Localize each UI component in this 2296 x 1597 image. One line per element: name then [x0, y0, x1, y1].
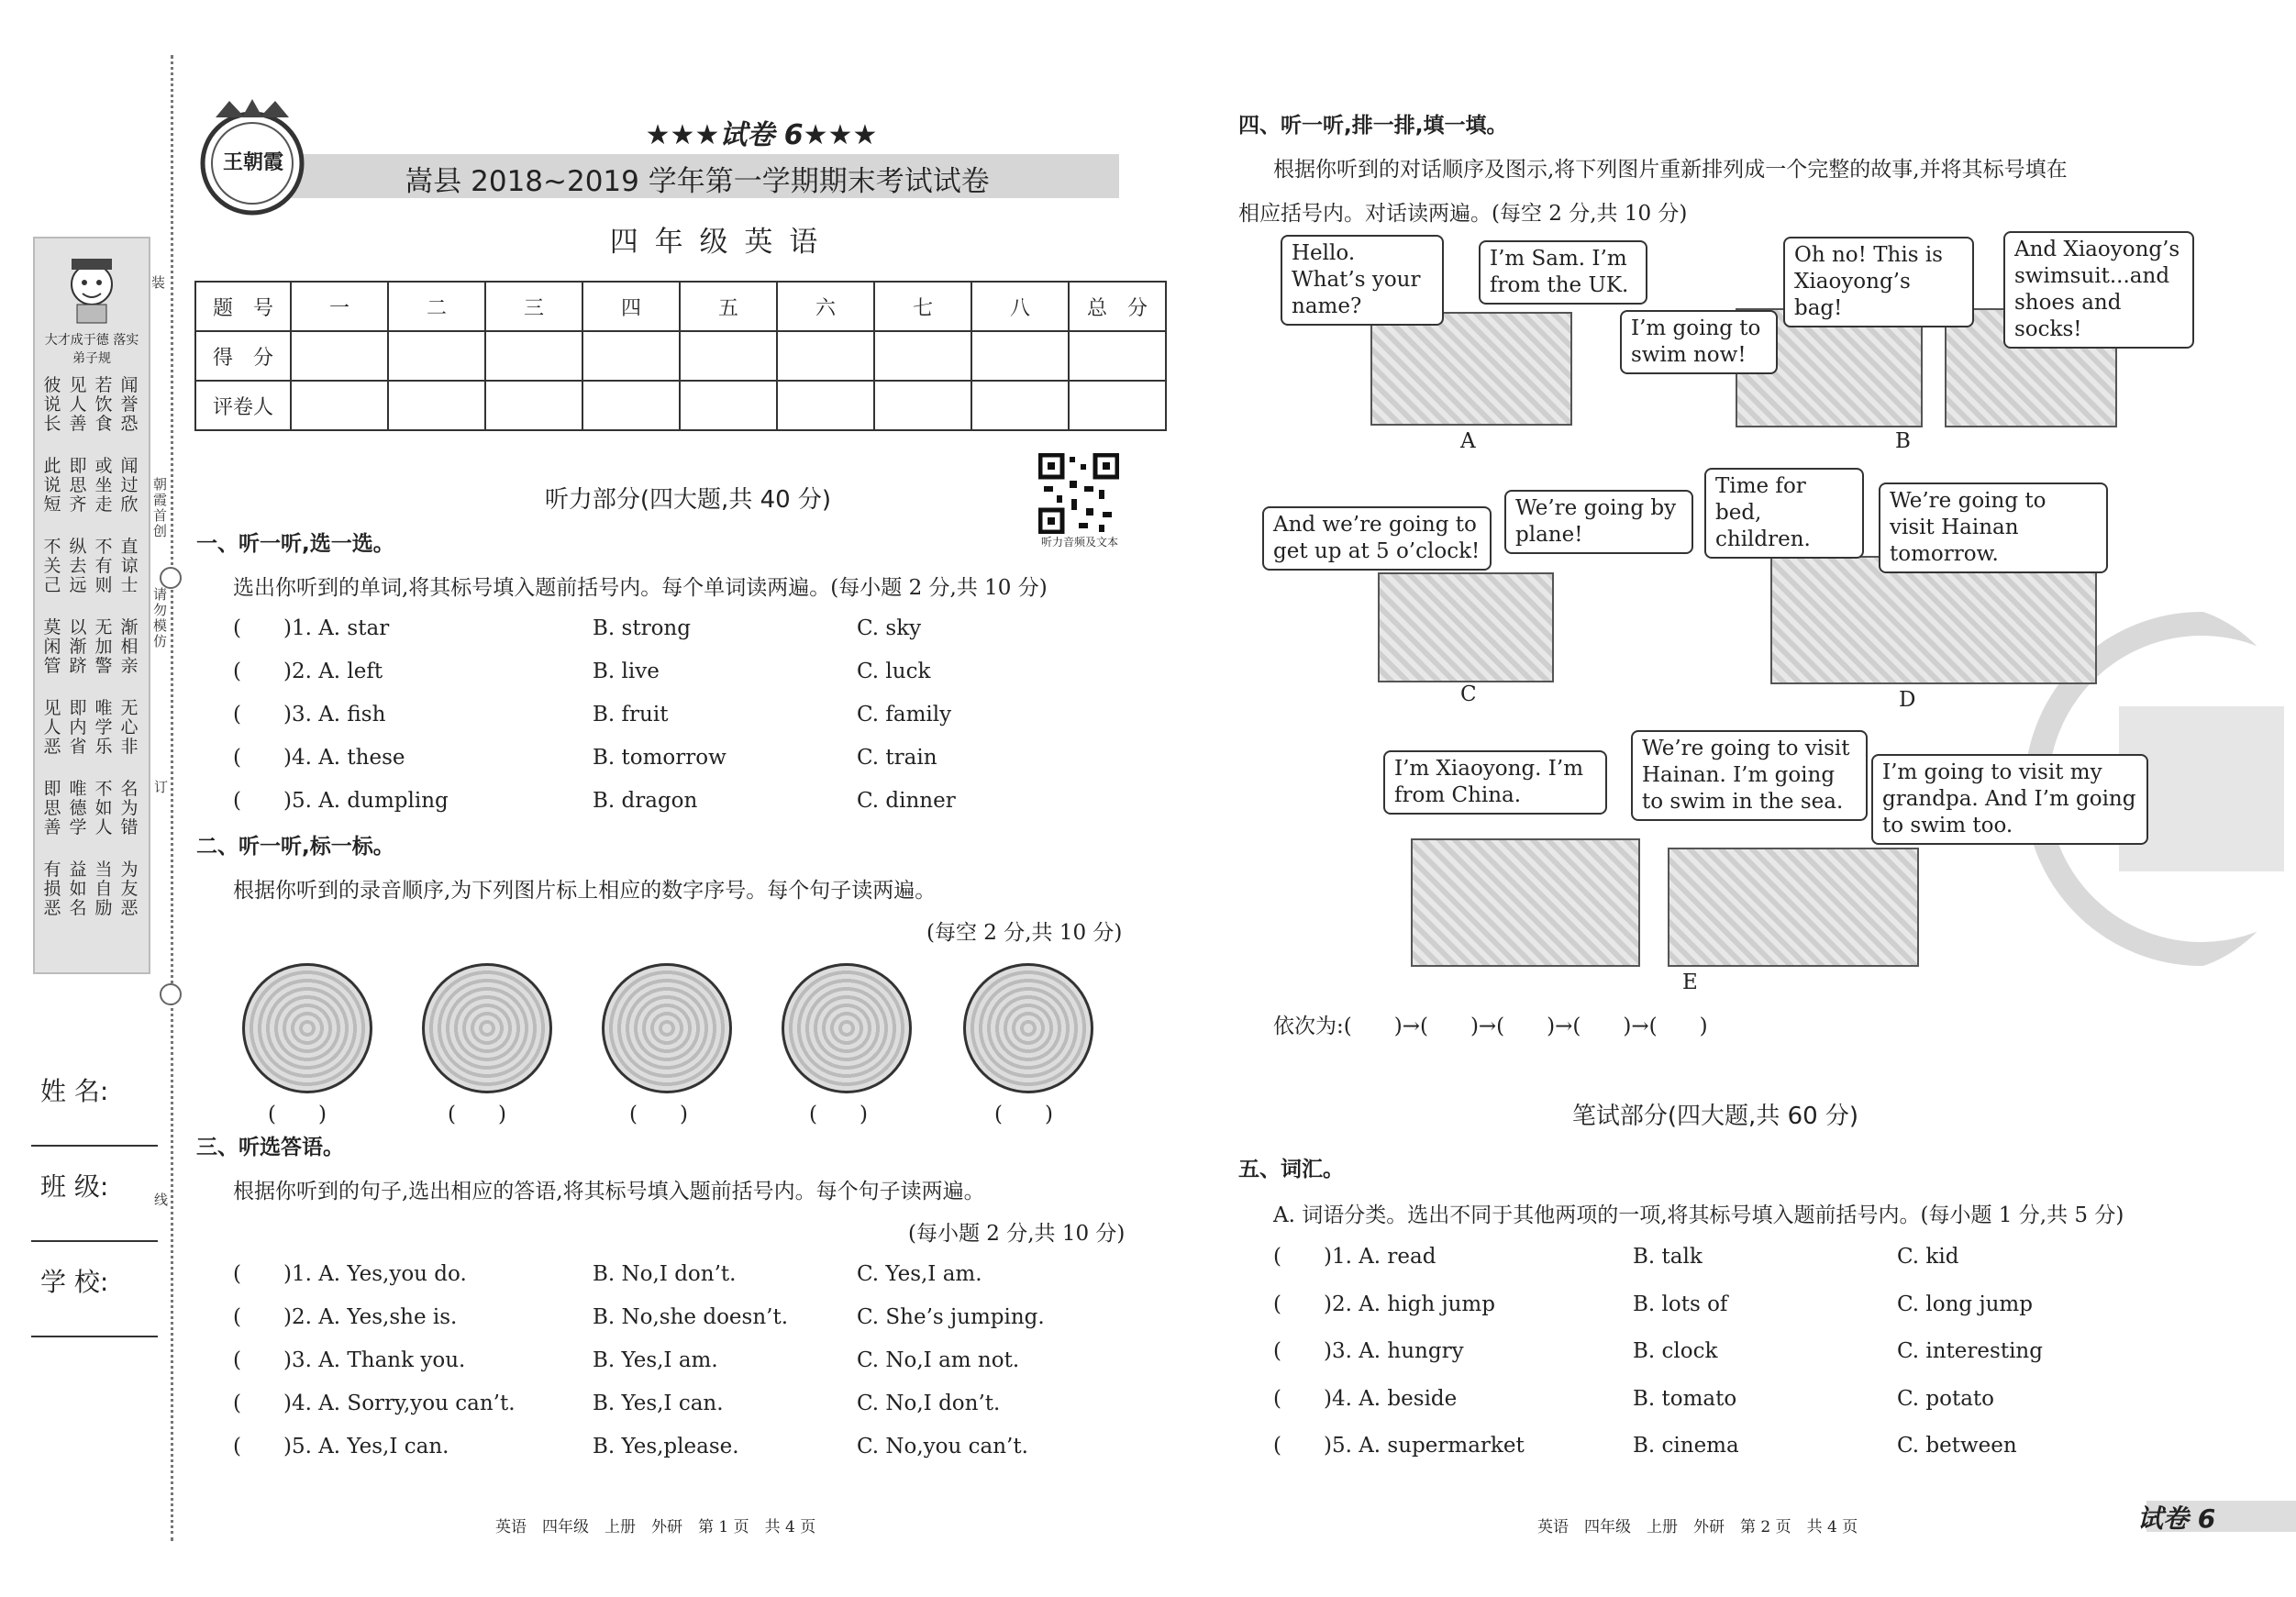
grader-input-cell[interactable] — [582, 381, 680, 430]
comic-panel-c — [1378, 572, 1554, 682]
question-option-c: C. interesting — [1897, 1339, 2043, 1363]
section3-title: 三、听选答语。 — [196, 1136, 344, 1159]
panel-label: E — [1682, 970, 1698, 994]
picture-3 — [602, 963, 732, 1093]
motto-column: 闻过欣 — [120, 456, 139, 515]
question-option-b: B. cinema — [1633, 1434, 1739, 1458]
speech-bubble: Oh no! This is Xiaoyong’s bag! — [1783, 237, 1974, 327]
panel-label: D — [1899, 688, 1916, 712]
scholar-illustration — [55, 251, 128, 325]
question-option-a[interactable]: ( )2. A. high jump — [1273, 1292, 1495, 1316]
grader-input-cell[interactable] — [777, 381, 874, 430]
question-option-b: B. No,I don’t. — [593, 1262, 737, 1286]
section5-title: 五、词汇。 — [1238, 1158, 1344, 1181]
motto-column: 即思善 — [43, 779, 61, 837]
brand-logo-text: 王朝霞 — [222, 150, 283, 174]
right-footer: 英语 四年级 上册 外研 第 2 页 共 4 页 — [1537, 1518, 1858, 1536]
name-label: 姓 名: — [40, 1076, 109, 1106]
speech-bubble: I’m going to swim now! — [1620, 310, 1778, 374]
question-option-a[interactable]: ( )1. A. Yes,you do. — [233, 1262, 467, 1286]
question-option-c: C. potato — [1897, 1386, 1995, 1411]
score-input-cell[interactable] — [777, 331, 874, 381]
motto-column: 为友恶 — [120, 859, 139, 918]
motto-column: 唯学乐 — [94, 698, 113, 757]
question-option-a[interactable]: ( )5. A. supermarket — [1273, 1434, 1525, 1458]
question-option-a[interactable]: ( )5. A. dumpling — [233, 789, 449, 813]
score-input-cell[interactable] — [680, 331, 777, 381]
score-input-cell[interactable] — [582, 331, 680, 381]
question-option-b: B. tomorrow — [593, 746, 727, 770]
picture-5 — [963, 963, 1093, 1093]
score-cell: 三 — [485, 282, 582, 331]
motto-column: 益如名 — [69, 859, 87, 918]
score-cell: 六 — [777, 282, 874, 331]
section4-instruction-cont: 相应括号内。对话读两遍。(每空 2 分,共 10 分) — [1238, 202, 1688, 226]
motto-column: 名为错 — [120, 779, 139, 837]
question-option-c: C. Yes,I am. — [857, 1262, 982, 1286]
score-input-cell[interactable] — [388, 331, 485, 381]
binding-strip — [0, 0, 174, 1597]
grader-input-cell[interactable] — [680, 381, 777, 430]
name-field[interactable] — [31, 1145, 158, 1147]
question-option-b: B. Yes,please. — [593, 1435, 739, 1458]
motto-column: 不如人 — [94, 779, 113, 837]
speech-bubble: And we’re going to get up at 5 o’clock! — [1262, 506, 1492, 571]
section2-instruction: 根据你听到的录音顺序,为下列图片标上相应的数字序号。每个句子读两遍。 — [233, 879, 937, 903]
picture-4 — [782, 963, 912, 1093]
paper-number: ★★★试卷 6★★★ — [645, 119, 878, 151]
corner-tag: 试卷 6 — [2137, 1503, 2216, 1534]
picture-1 — [242, 963, 372, 1093]
motto-column: 无心非 — [120, 698, 139, 757]
speech-bubble: I’m Xiaoyong. I’m from China. — [1383, 750, 1607, 815]
grader-input-cell[interactable] — [388, 381, 485, 430]
motto-column: 有损恶 — [43, 859, 61, 918]
question-option-b: B. No,she doesn’t. — [593, 1305, 789, 1329]
speech-bubble: We’re going by plane! — [1504, 490, 1693, 554]
grader-input-cell[interactable] — [971, 381, 1069, 430]
question-option-c: C. between — [1897, 1434, 2017, 1458]
question-option-c: C. family — [857, 703, 952, 726]
score-table-header-row — [195, 282, 1166, 331]
motto-header: 大才成于德 落实弟子规 — [44, 333, 139, 366]
question-option-a[interactable]: ( )4. A. Sorry,you can’t. — [233, 1392, 516, 1415]
question-option-a[interactable]: ( )3. A. hungry — [1273, 1339, 1464, 1363]
question-option-a[interactable]: ( )2. A. Yes,she is. — [233, 1305, 458, 1329]
comic-panel-e-right — [1668, 848, 1919, 967]
score-cell: 题 号 — [195, 282, 291, 331]
motto-column: 莫闲管 — [43, 617, 61, 676]
motto-column: 若饮食 — [94, 375, 113, 434]
score-cell: 八 — [971, 282, 1069, 331]
motto-column: 即内省 — [69, 698, 87, 757]
school-label: 学 校: — [40, 1267, 109, 1297]
motto-column: 无加警 — [94, 617, 113, 676]
motto-column: 以渐跻 — [69, 617, 87, 676]
question-option-c: C. dinner — [857, 789, 956, 813]
motto-text — [40, 376, 143, 963]
picture-answer-blank[interactable]: ( ) — [994, 1103, 1053, 1126]
speech-bubble: Time for bed, children. — [1704, 468, 1864, 559]
cut-line — [171, 55, 173, 1541]
question-option-c: C. luck — [857, 660, 931, 683]
question-option-b: B. talk — [1633, 1245, 1703, 1269]
speech-bubble: I’m Sam. I’m from the UK. — [1479, 240, 1647, 305]
motto-column: 不关己 — [43, 537, 61, 595]
question-option-b: B. live — [593, 660, 660, 683]
class-field[interactable] — [31, 1240, 158, 1242]
binding-note: 订 — [152, 780, 169, 795]
exam-title: 嵩县 2018~2019 学年第一学期期末考试试卷 — [405, 165, 990, 198]
question-option-c: C. kid — [1897, 1245, 1959, 1269]
picture-answer-blank[interactable]: ( ) — [448, 1103, 506, 1126]
question-option-c: C. No,you can’t. — [857, 1435, 1028, 1458]
motto-column: 闻誉恐 — [120, 375, 139, 434]
grader-row — [195, 381, 1166, 430]
score-input-cell[interactable] — [291, 331, 388, 381]
motto-column: 彼说长 — [43, 375, 61, 434]
speech-bubble: Hello. What’s your name? — [1281, 235, 1444, 326]
motto-panel — [33, 237, 150, 974]
motto-column: 或坐走 — [94, 456, 113, 515]
grader-input-cell[interactable] — [485, 381, 582, 430]
speech-bubble: I’m going to visit my grandpa. And I’m going to swim too. — [1871, 754, 2148, 845]
score-cell: 四 — [582, 282, 680, 331]
score-row-label: 评卷人 — [195, 381, 291, 430]
motto-column: 见人恶 — [43, 698, 61, 757]
question-option-b: B. tomato — [1633, 1386, 1737, 1411]
question-option-c: C. No,I don’t. — [857, 1392, 1001, 1415]
question-option-c: C. No,I am not. — [857, 1348, 1020, 1372]
binding-hole-icon — [160, 983, 182, 1005]
score-cell: 二 — [388, 282, 485, 331]
score-cell: 五 — [680, 282, 777, 331]
question-option-b: B. lots of — [1633, 1292, 1728, 1316]
question-option-c: C. long jump — [1897, 1292, 2033, 1316]
question-option-b: B. fruit — [593, 703, 669, 726]
question-option-a[interactable]: ( )1. A. star — [233, 616, 390, 640]
grader-input-cell[interactable] — [1069, 381, 1166, 430]
question-option-b: B. dragon — [593, 789, 698, 813]
motto-column: 当自励 — [94, 859, 113, 918]
question-option-b: B. Yes,I can. — [593, 1392, 724, 1415]
left-footer: 英语 四年级 上册 外研 第 1 页 共 4 页 — [495, 1518, 816, 1536]
class-label: 班 级: — [40, 1171, 109, 1202]
section2-score: (每空 2 分,共 10 分) — [926, 921, 1123, 945]
motto-column: 不有则 — [94, 537, 113, 595]
binding-note: 装 — [150, 275, 166, 291]
score-input-cell[interactable] — [874, 331, 971, 381]
section2-title: 二、听一听,标一标。 — [196, 835, 394, 859]
motto-column: 唯德学 — [69, 779, 87, 837]
panel-label: A — [1460, 429, 1476, 453]
section5-instruction: A. 词语分类。选出不同于其他两项的一项,将其标号填入题前括号内。(每小题 1 分,共 5 分) — [1273, 1203, 2124, 1227]
question-option-a[interactable]: ( )4. A. beside — [1273, 1386, 1458, 1411]
binding-note: 朝霞首创 — [151, 477, 168, 539]
speech-bubble: We’re going to visit Hainan. I’m going to swim in the sea. — [1631, 730, 1868, 821]
speech-bubble: And Xiaoyong’s swimsuit...and shoes and socks! — [2003, 231, 2194, 349]
grader-input-cell[interactable] — [291, 381, 388, 430]
section4-instruction: 根据你听到的对话顺序及图示,将下列图片重新排列成一个完整的故事,并将其标号填在 — [1273, 158, 2068, 182]
binding-note: 请勿模仿 — [151, 587, 168, 649]
score-table — [194, 281, 1167, 431]
question-option-c: C. train — [857, 746, 937, 770]
picture-answer-blank[interactable]: ( ) — [809, 1103, 868, 1126]
score-input-cell[interactable] — [971, 331, 1069, 381]
score-row-label: 得 分 — [195, 331, 291, 381]
binding-note: 线 — [152, 1192, 169, 1208]
question-option-b: B. Yes,I am. — [593, 1348, 718, 1372]
question-option-b: B. strong — [593, 616, 691, 640]
score-cell: 七 — [874, 282, 971, 331]
comic-panel-a — [1370, 312, 1572, 426]
score-input-cell[interactable] — [1069, 331, 1166, 381]
score-input-cell[interactable] — [485, 331, 582, 381]
listening-title: 听力部分(四大题,共 40 分) — [544, 486, 832, 514]
motto-column: 见人善 — [69, 375, 87, 434]
question-option-c: C. She’s jumping. — [857, 1305, 1045, 1329]
question-option-a[interactable]: ( )5. A. Yes,I can. — [233, 1435, 449, 1458]
section3-instruction: 根据你听到的句子,选出相应的答语,将其标号填入题前括号内。每个句子读两遍。 — [233, 1180, 985, 1203]
section1-instruction: 选出你听到的单词,将其标号填入题前括号内。每个单词读两遍。(每小题 2 分,共 10 分) — [233, 576, 1048, 600]
motto-column: 渐相亲 — [120, 617, 139, 676]
score-cell: 一 — [291, 282, 388, 331]
panel-label: B — [1895, 429, 1911, 453]
question-option-a[interactable]: ( )3. A. Thank you. — [233, 1348, 466, 1372]
score-row — [195, 331, 1166, 381]
picture-2 — [422, 963, 552, 1093]
motto-column: 直谅士 — [120, 537, 139, 595]
grader-input-cell[interactable] — [874, 381, 971, 430]
section3-score: (每小题 2 分,共 10 分) — [908, 1222, 1126, 1246]
question-option-a[interactable]: ( )2. A. left — [233, 660, 383, 683]
question-option-a[interactable]: ( )3. A. fish — [233, 703, 386, 726]
comic-panel-d — [1770, 556, 2097, 684]
written-title: 笔试部分(四大题,共 60 分) — [1571, 1103, 1859, 1130]
section4-title: 四、听一听,排一排,填一填。 — [1238, 114, 1508, 138]
motto-column: 纵去远 — [69, 537, 87, 595]
score-cell: 总 分 — [1069, 282, 1166, 331]
question-option-a[interactable]: ( )4. A. these — [233, 746, 405, 770]
picture-answer-blank[interactable]: ( ) — [268, 1103, 327, 1126]
binding-hole-icon — [160, 567, 182, 589]
motto-column: 此说短 — [43, 456, 61, 515]
exam-subtitle: 四 年 级 英 语 — [609, 226, 822, 259]
qr-code-icon[interactable] — [1038, 453, 1119, 534]
motto-column: 即思齐 — [69, 456, 87, 515]
school-field[interactable] — [31, 1336, 158, 1337]
picture-answer-blank[interactable]: ( ) — [629, 1103, 688, 1126]
qr-caption: 听力音频及文本 — [1040, 536, 1118, 549]
question-option-a[interactable]: ( )1. A. read — [1273, 1245, 1436, 1269]
question-option-b: B. clock — [1633, 1339, 1718, 1363]
section1-title: 一、听一听,选一选。 — [196, 532, 394, 556]
speech-bubble: We’re going to visit Hainan tomorrow. — [1879, 482, 2108, 573]
question-option-c: C. sky — [857, 616, 922, 640]
order-answer[interactable]: 依次为:( )→( )→( )→( )→( ) — [1273, 1015, 1708, 1038]
comic-panel-e-left — [1411, 838, 1640, 967]
panel-label: C — [1460, 682, 1477, 706]
